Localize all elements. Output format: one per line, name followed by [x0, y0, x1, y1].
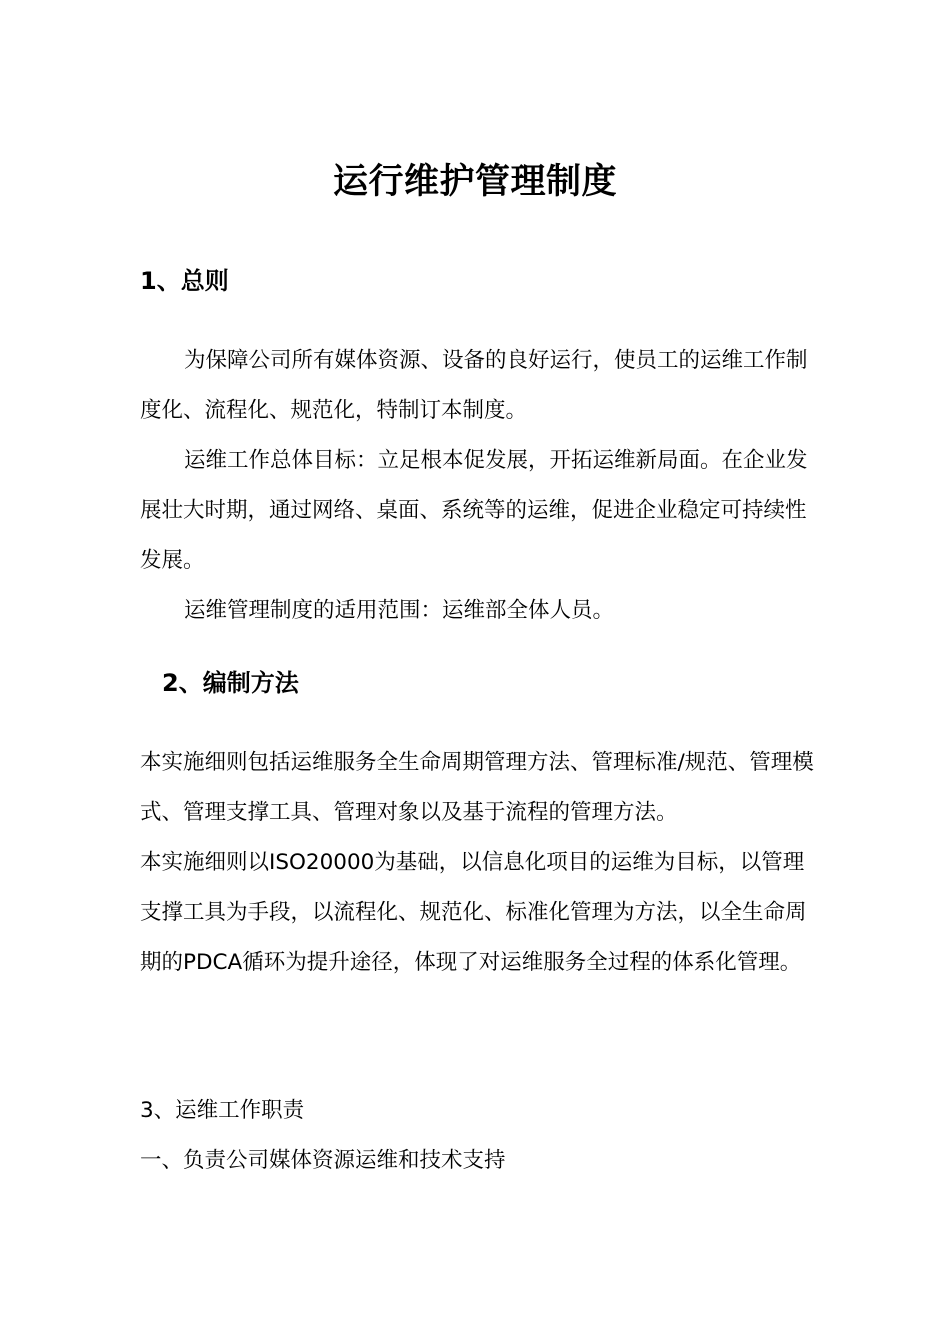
- duty-item-1: 一、负责公司媒体资源运维和技术支持: [140, 1148, 506, 1173]
- section-heading-general: 1、总则: [140, 267, 229, 295]
- paragraph-overall-goal: 运维工作总体目标：立足根本促发展，开拓运维新局面。在企业发展壮大时期，通过网络、桌面、系统等的运维，促进企业稳定可持续性发展。: [140, 448, 808, 573]
- section-heading-method: 2、编制方法: [162, 669, 299, 697]
- paragraph-scope: 运维管理制度的适用范围：运维部全体人员。: [184, 598, 615, 623]
- document-title: 运行维护管理制度: [332, 162, 617, 202]
- paragraph-purpose: 为保障公司所有媒体资源、设备的良好运行，使员工的运维工作制度化、流程化、规范化，特制订本制度。: [140, 348, 808, 423]
- paragraph-method-basis: 本实施细则以ISO20000为基础，以信息化项目的运维为目标，以管理支撑工具为手段，以流程化、规范化、标准化管理为方法，以全生命周期的PDCA循环为提升途径，体现了对运维服务全过程的体系化管理。: [140, 850, 807, 975]
- paragraph-method-contents: 本实施细则包括运维服务全生命周期管理方法、管理标准/规范、管理模式、管理支撑工具、管理对象以及基于流程的管理方法。: [140, 750, 814, 825]
- section-heading-duties: 3、运维工作职责: [140, 1098, 305, 1123]
